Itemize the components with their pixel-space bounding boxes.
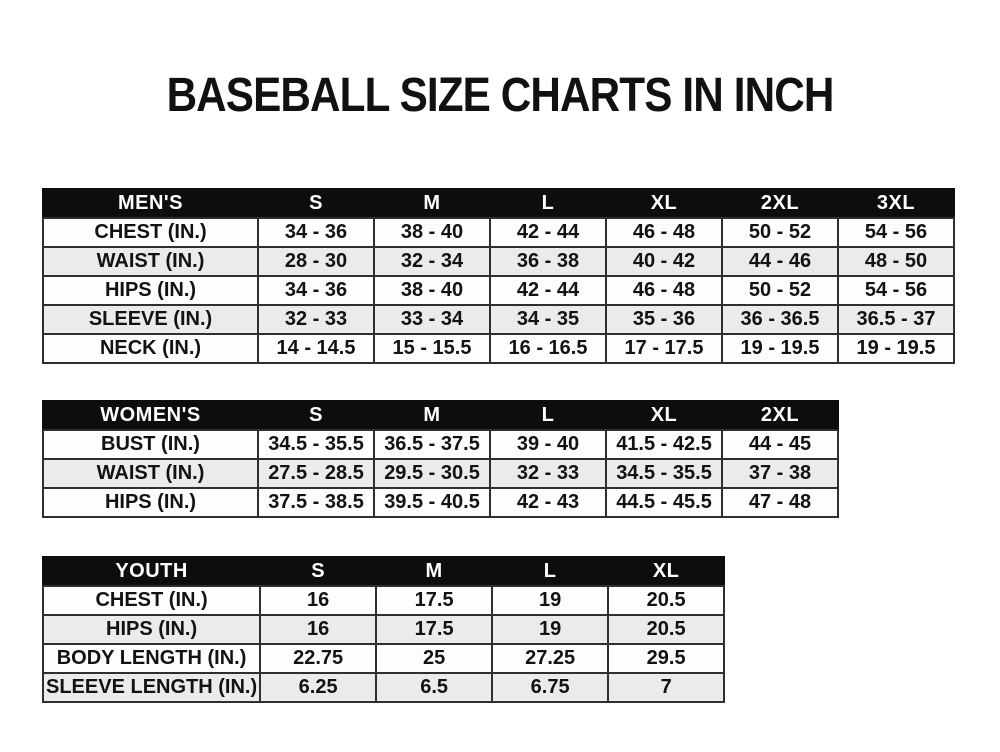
- size-value-cell: 25: [376, 644, 492, 673]
- measurement-label: BUST (IN.): [43, 430, 258, 459]
- size-value-cell: 40 - 42: [606, 247, 722, 276]
- size-value-cell: 46 - 48: [606, 276, 722, 305]
- size-value-cell: 32 - 34: [374, 247, 490, 276]
- size-value-cell: 38 - 40: [374, 276, 490, 305]
- size-column-header: L: [492, 557, 608, 586]
- size-value-cell: 54 - 56: [838, 276, 954, 305]
- size-value-cell: 16: [260, 586, 376, 615]
- table-row: [43, 430, 838, 459]
- size-column-header: 2XL: [722, 189, 838, 218]
- mens-size-table: [42, 188, 955, 364]
- size-column-header: M: [376, 557, 492, 586]
- size-value-cell: 17.5: [376, 615, 492, 644]
- table-row: [43, 305, 954, 334]
- measurement-label: SLEEVE LENGTH (IN.): [43, 673, 260, 702]
- size-column-header: S: [260, 557, 376, 586]
- measurement-label: WAIST (IN.): [43, 459, 258, 488]
- size-column-header: S: [258, 189, 374, 218]
- table-row: [43, 276, 954, 305]
- size-value-cell: 7: [608, 673, 724, 702]
- size-column-header: XL: [608, 557, 724, 586]
- size-value-cell: 22.75: [260, 644, 376, 673]
- size-value-cell: 44.5 - 45.5: [606, 488, 722, 517]
- table-row: [43, 644, 724, 673]
- size-value-cell: 29.5: [608, 644, 724, 673]
- size-value-cell: 34.5 - 35.5: [606, 459, 722, 488]
- measurement-label: WAIST (IN.): [43, 247, 258, 276]
- size-column-header: 3XL: [838, 189, 954, 218]
- size-value-cell: 34 - 36: [258, 218, 374, 247]
- size-value-cell: 41.5 - 42.5: [606, 430, 722, 459]
- page-title: BASEBALL SIZE CHARTS IN INCH: [166, 69, 834, 122]
- size-value-cell: 37 - 38: [722, 459, 838, 488]
- size-value-cell: 47 - 48: [722, 488, 838, 517]
- measurement-label: CHEST (IN.): [43, 586, 260, 615]
- size-value-cell: 19: [492, 615, 608, 644]
- size-value-cell: 19 - 19.5: [722, 334, 838, 363]
- size-value-cell: 33 - 34: [374, 305, 490, 334]
- measurement-label: BODY LENGTH (IN.): [43, 644, 260, 673]
- size-value-cell: 39.5 - 40.5: [374, 488, 490, 517]
- size-value-cell: 46 - 48: [606, 218, 722, 247]
- size-value-cell: 32 - 33: [258, 305, 374, 334]
- size-value-cell: 36.5 - 37.5: [374, 430, 490, 459]
- size-value-cell: 42 - 44: [490, 218, 606, 247]
- size-value-cell: 42 - 44: [490, 276, 606, 305]
- table-row: [43, 218, 954, 247]
- size-column-header: XL: [606, 401, 722, 430]
- size-value-cell: 50 - 52: [722, 276, 838, 305]
- size-value-cell: 44 - 46: [722, 247, 838, 276]
- measurement-label: HIPS (IN.): [43, 276, 258, 305]
- table-header-row: [43, 557, 724, 586]
- size-value-cell: 38 - 40: [374, 218, 490, 247]
- size-value-cell: 39 - 40: [490, 430, 606, 459]
- size-column-header: L: [490, 401, 606, 430]
- size-value-cell: 6.25: [260, 673, 376, 702]
- table-row: [43, 488, 838, 517]
- size-value-cell: 37.5 - 38.5: [258, 488, 374, 517]
- size-value-cell: 20.5: [608, 586, 724, 615]
- size-value-cell: 19: [492, 586, 608, 615]
- size-value-cell: 42 - 43: [490, 488, 606, 517]
- size-value-cell: 14 - 14.5: [258, 334, 374, 363]
- table-row: [43, 615, 724, 644]
- size-value-cell: 15 - 15.5: [374, 334, 490, 363]
- size-value-cell: 20.5: [608, 615, 724, 644]
- size-value-cell: 16 - 16.5: [490, 334, 606, 363]
- size-value-cell: 36.5 - 37: [838, 305, 954, 334]
- size-value-cell: 6.75: [492, 673, 608, 702]
- size-column-header: XL: [606, 189, 722, 218]
- youth-size-table: [42, 556, 725, 703]
- size-value-cell: 50 - 52: [722, 218, 838, 247]
- size-value-cell: 27.25: [492, 644, 608, 673]
- size-value-cell: 28 - 30: [258, 247, 374, 276]
- size-value-cell: 35 - 36: [606, 305, 722, 334]
- size-value-cell: 17 - 17.5: [606, 334, 722, 363]
- measurement-label: HIPS (IN.): [43, 615, 260, 644]
- measurement-label: HIPS (IN.): [43, 488, 258, 517]
- table-group-label: YOUTH: [43, 557, 260, 586]
- table-row: [43, 247, 954, 276]
- table-row: [43, 459, 838, 488]
- size-value-cell: 34 - 35: [490, 305, 606, 334]
- size-value-cell: 36 - 36.5: [722, 305, 838, 334]
- size-column-header: L: [490, 189, 606, 218]
- size-value-cell: 34 - 36: [258, 276, 374, 305]
- size-value-cell: 27.5 - 28.5: [258, 459, 374, 488]
- size-value-cell: 17.5: [376, 586, 492, 615]
- size-value-cell: 32 - 33: [490, 459, 606, 488]
- size-column-header: S: [258, 401, 374, 430]
- size-value-cell: 6.5: [376, 673, 492, 702]
- size-column-header: M: [374, 401, 490, 430]
- measurement-label: CHEST (IN.): [43, 218, 258, 247]
- table-row: [43, 673, 724, 702]
- table-row: [43, 586, 724, 615]
- table-group-label: WOMEN'S: [43, 401, 258, 430]
- womens-size-table: [42, 400, 839, 518]
- size-value-cell: 19 - 19.5: [838, 334, 954, 363]
- size-value-cell: 44 - 45: [722, 430, 838, 459]
- size-value-cell: 54 - 56: [838, 218, 954, 247]
- size-value-cell: 16: [260, 615, 376, 644]
- table-header-row: [43, 401, 838, 430]
- size-value-cell: 48 - 50: [838, 247, 954, 276]
- size-value-cell: 29.5 - 30.5: [374, 459, 490, 488]
- size-value-cell: 34.5 - 35.5: [258, 430, 374, 459]
- table-group-label: MEN'S: [43, 189, 258, 218]
- table-header-row: [43, 189, 954, 218]
- size-column-header: 2XL: [722, 401, 838, 430]
- size-column-header: M: [374, 189, 490, 218]
- measurement-label: SLEEVE (IN.): [43, 305, 258, 334]
- table-row: [43, 334, 954, 363]
- measurement-label: NECK (IN.): [43, 334, 258, 363]
- size-value-cell: 36 - 38: [490, 247, 606, 276]
